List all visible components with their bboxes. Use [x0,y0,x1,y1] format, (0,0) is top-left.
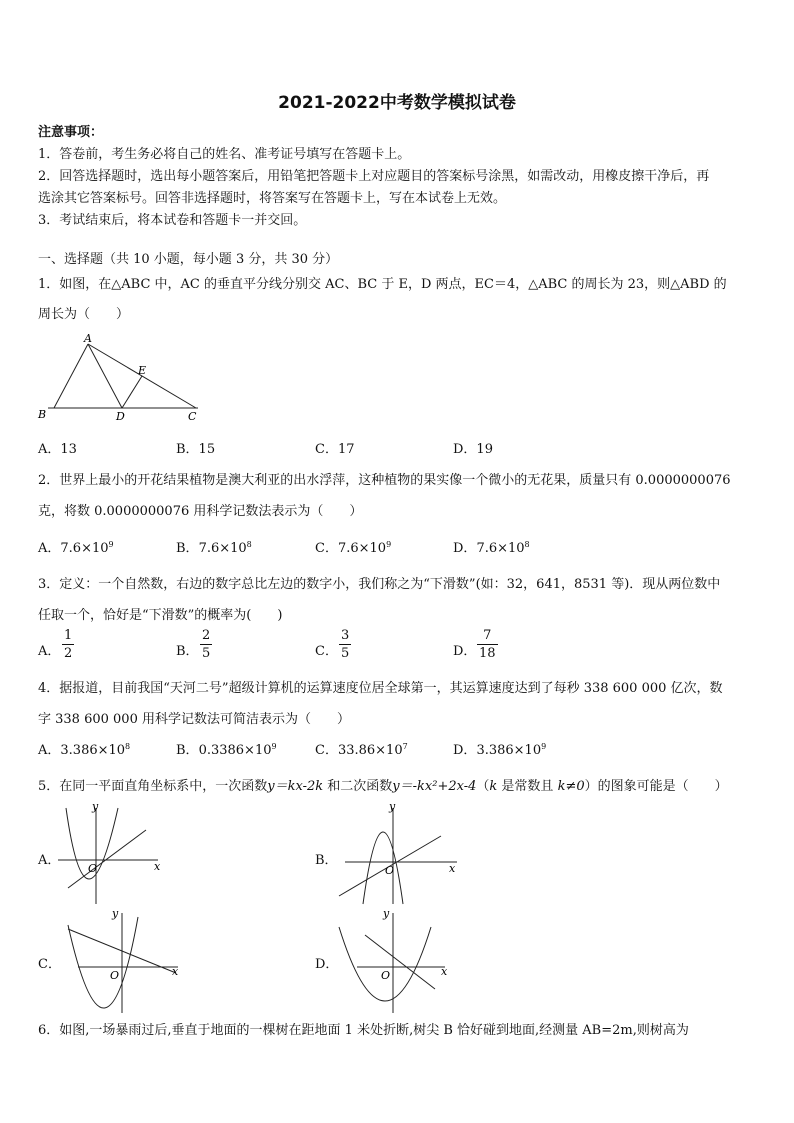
q5-stem: 5．在同一平面直角坐标系中，一次函数y＝kx-2k 和二次函数y＝-kx²+2x-4（k 是常数且 k≠0）的图象可能是（ ） [38,779,728,794]
graph-c-origin-label: O [110,969,120,982]
q3-option-c-label: C． [315,644,338,659]
q5-option-c-label: C． [38,957,61,972]
section-heading: 一、选择题（共 10 小题，每小题 3 分，共 30 分） [38,252,339,267]
q1-option-d: D．19 [453,442,493,457]
q5-graph-c [58,905,183,1019]
q2-option-d: D．$7.6\times 10^8$ [453,540,530,556]
q2-option-a: A．$7.6\times 10^9$ [38,540,114,556]
q5-option-a-label: A． [38,853,61,868]
q5-graph-d [335,905,460,1019]
q1-triangle-figure [34,330,204,429]
graph-d-y-label: y [383,907,390,920]
q3-option-d-label: D． [453,644,477,659]
q4-option-a: A．$3.386\times 10^8$ [38,742,131,758]
q4-option-b: B．$0.3386\times 10^9$ [176,742,277,758]
graph-b-origin-label: O [385,864,395,877]
graph-b-x-label: x [449,862,456,875]
q2-stem-line2: 克，将数 0.0000000076 用科学记数法表示为（ ） [38,504,363,519]
page-title: 2021-2022中考数学模拟试卷 [278,93,516,113]
q4-stem-line2: 字 338 600 000 用科学记数法可简洁表示为（ ） [38,712,350,727]
q2-option-c: C．$7.6\times 10^9$ [315,540,392,556]
graph-a-origin-label: O [88,862,98,875]
label-e: E [138,364,147,377]
q1-stem-line1: 1．如图，在△ABC 中，AC 的垂直平分线分别交 AC、BC 于 E，D 两点，EC＝4，△ABC 的周长为 23，则△ABD 的 [38,277,727,292]
q4-option-d: D．$3.386\times 10^9$ [453,742,547,758]
notice-item-1: 1．答卷前，考生务必将自己的姓名、准考证号填写在答题卡上。 [38,147,411,162]
notice-item-3: 3．考试结束后，将本试卷和答题卡一并交回。 [38,213,307,228]
label-c: C [188,410,197,423]
q3-option-d-fraction: $\frac{7}{18}$ [479,628,496,661]
q4-stem-line1: 4．据报道，目前我国“天河二号”超级计算机的运算速度位居全球第一，其运算速度达到了每秒 338 600 000 亿次，数 [38,681,723,696]
label-d: D [116,410,125,423]
q3-option-a-label: A． [38,644,61,659]
q3-stem-line2: 任取一个，恰好是“下滑数”的概率为( ) [38,608,283,623]
graph-c-y-label: y [112,907,119,920]
graph-c-x-label: x [172,965,179,978]
graph-a-y-label: y [92,800,99,813]
graph-b-y-label: y [389,800,396,813]
graph-a-x-label: x [154,860,161,873]
graph-d-origin-label: O [381,969,391,982]
q2-stem-line1: 2．世界上最小的开花结果植物是澳大利亚的出水浮萍，这种植物的果实像一个微小的无花果，质量只有 0.0000000076 [38,473,731,488]
q5-option-b-label: B． [315,853,338,868]
q3-option-b-fraction: $\frac{2}{5}$ [202,628,211,661]
q2-option-b: B．$7.6\times 10^8$ [176,540,252,556]
q1-option-c: C．17 [315,442,355,457]
label-b: B [38,408,47,421]
notice-heading: 注意事项： [38,125,104,140]
graph-d-x-label: x [441,965,448,978]
q1-option-a: A．13 [38,442,77,457]
q3-stem-line1: 3．定义：一个自然数，右边的数字总比左边的数字小，我们称之为“下滑数”(如：32，641，8531 等)．现从两位数中 [38,577,721,592]
q4-option-c: C．$33.86\times 10^7$ [315,742,408,758]
label-a: A [84,332,92,345]
q5-graph-a [58,800,168,909]
q5-graph-b [335,800,460,909]
q3-option-a-fraction: $\frac{1}{2}$ [64,628,73,661]
q3-option-b-label: B． [176,644,199,659]
q1-stem-line2: 周长为（ ） [38,307,130,322]
notice-item-2: 2．回答选择题时，选出每小题答案后，用铅笔把答题卡上对应题目的答案标号涂黑，如需改动，用橡皮擦干净后，再 [38,169,710,184]
notice-item-2-cont: 选涂其它答案标号。回答非选择题时，将答案写在答题卡上，写在本试卷上无效。 [38,191,507,206]
q1-option-b: B．15 [176,442,216,457]
q3-option-c-fraction: $\frac{3}{5}$ [341,628,350,661]
q6-stem-line1: 6．如图,一场暴雨过后,垂直于地面的一棵树在距地面 1 米处折断,树尖 B 恰好碰到地面,经测量 AB=2m,则树高为 [38,1023,689,1038]
q5-option-d-label: D． [315,957,339,972]
